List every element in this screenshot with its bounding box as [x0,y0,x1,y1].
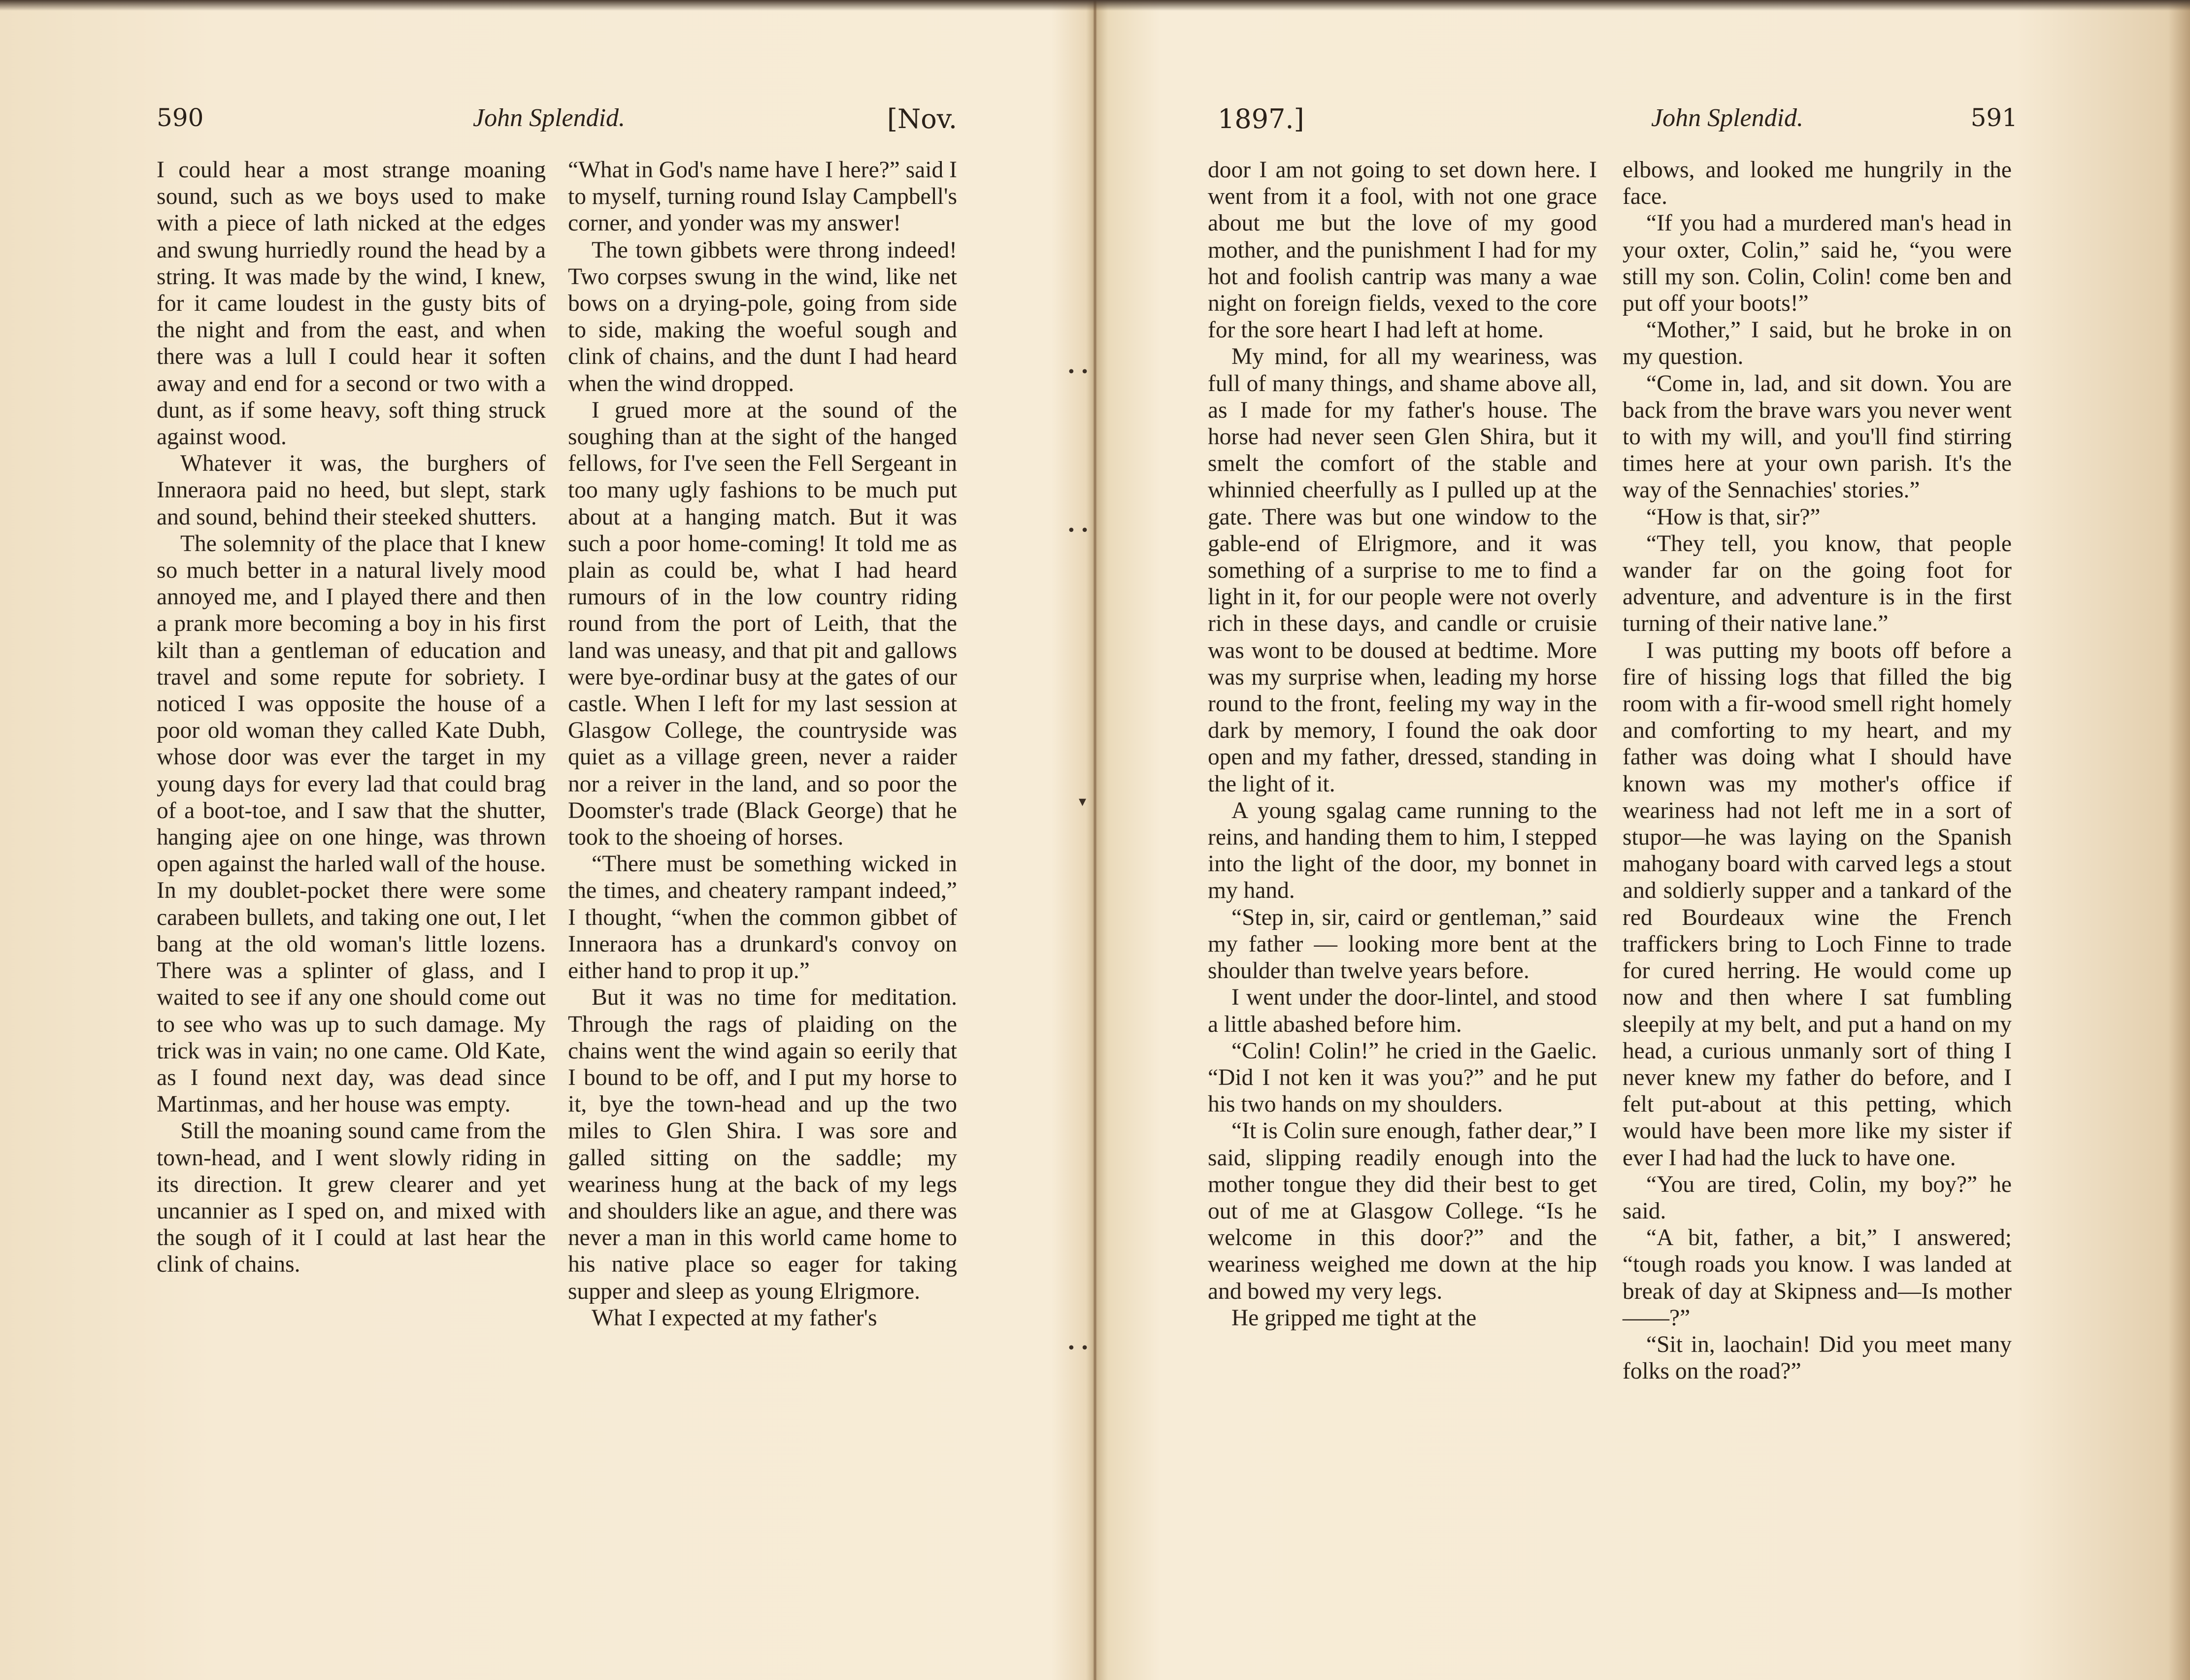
paragraph: “It is Colin sure enough, father dear,” I said, slipping readily enough into the mother tongue they did their best to get out of me at Glasgow College. “Is he welcome in this door?” and the weariness weighed me down at the hip and bowed my very legs. [1208,1118,1597,1304]
paragraph: A young sgalag came running to the reins, and handing them to him, I stepped into the light of the door, my bonnet in my hand. [1208,797,1597,904]
text-column-right-2 [1623,157,2012,1384]
running-title: John Splendid. [1651,104,1804,132]
left-page-header [157,103,957,143]
paragraph: I went under the door-lintel, and stood a little abashed before him. [1208,985,1597,1037]
page-number: 590 [157,103,204,132]
paragraph: “How is that, sir?” [1646,504,1821,530]
paragraph: I was putting my boots off before a fire of hissing logs that filled the big room with a fir-wood smell right homely and comforting to my heart, and my father was doing what I should have known was my mother's office if weariness had not left me in a sort of stupor—he was laying on the Spanish mahogany board with carved legs a stout and soldierly supper and a tankard of the red Bourdeaux wine the French traffickers bring to Loch Finne to trade for cured herring. He would come up now and then where I sat fumbling sleepily at my belt, and put a hand on my head, a curious unmanly sort of thing I never knew my father do before, and I felt put-about at this petting, which would have been more like my sister if ever I had had the luck to have one. [1623,637,2012,1171]
right-page-header [1218,103,2018,143]
date-mark: [Nov. [887,103,957,134]
paragraph: The solemnity of the place that I knew so much better in a natural lively mood annoyed me, and I played there and then a prank more becoming a boy in his first kilt than a gentleman of education and travel and some repute for sobriety. I noticed I was opposite the house of a poor old woman they called Kate Dubh, whose door was ever the target in my young days for every lad that could brag of a boot-toe, and I saw that the shutter, hanging ajee on one hinge, was thrown open against the harled wall of the house. In my doublet-pocket there were some carabeen bullets, and taking one out, I let bang at the old woman's little lozens. There was a splinter of glass, and I waited to see if any one should come out to see who was up to such damage. My trick was in vain; no one came. Old Kate, as I found next day, was dead since Martinmas, and her house was empty. [157,530,546,1118]
text-column-left-1 [157,157,546,1278]
paragraph: “Step in, sir, caird or gentleman,” said my father — looking more bent at the shoulder than twelve years before. [1208,904,1597,984]
paragraph: door I am not going to set down here. I went from it a fool, with not one grace about me but the love of my good mother, and the punishment I had for my hot and foolish cantrip was many a wae night on foreign fields, vexed to the core for the sore heart I had left at home. [1208,157,1597,343]
paragraph: Whatever it was, the burghers of Inneraora paid no heed, but slept, stark and sound, behind their steeked shutters. [157,451,546,530]
paragraph: But it was no time for meditation. Through the rags of plaiding on the chains went the wind again so eerily that I bound to be off, and I put my horse to it, bye the town-head and up the two miles to Glen Shira. I was sore and galled sitting on the saddle; my weariness hung at the back of my legs and shoulders like an ague, and there was never a man in this world came home to his native place so eager for taking supper and sleep as young Elrigmore. [568,985,957,1304]
paragraph: “They tell, you know, that people wander far on the going foot for adventure, and adventure is in the first turning of their native lane.” [1623,530,2012,637]
paragraph: “A bit, father, a bit,” I answered; “tough roads you know. I was landed at break of day at Skipness and—Is mother——?” [1623,1225,2012,1331]
paragraph: Still the moaning sound came from the town-head, and I went slowly riding in its direction. It grew clearer and yet uncannier as I sped on, and mixed with the sough of it I could at last hear the clink of chains. [157,1118,546,1278]
paragraph: My mind, for all my weariness, was full of many things, and shame above all, as I made for my father's house. The horse had never seen Glen Shira, but it smelt the comfort of the stable and whinnied cheerfully as I pulled up at the gate. There was but one window to the gable-end of Elrigmore, and it was something of a surprise to me to find a light in it, for our people were not overly rich in these days, and candle or cruisie was wont to be doused at bedtime. More was my surprise when, leading my horse round to the front, feeling my way in the dark by memory, I found the oak door open and my father, dressed, standing in the light of it. [1208,344,1597,797]
paragraph: He gripped me tight at the [1231,1305,1477,1331]
paragraph: What I expected at my father's [592,1305,877,1331]
paragraph: “What in God's name have I here?” said I to myself, turning round Islay Campbell's corner, and yonder was my answer! [568,157,957,236]
page-number: 591 [1970,103,2018,132]
running-title: John Splendid. [473,104,626,132]
paragraph: “Colin! Colin!” he cried in the Gaelic. “Did I not ken it was you?” and he put his two hands on my shoulders. [1208,1038,1597,1118]
date-mark: 1897.] [1218,103,1304,134]
paragraph: elbows, and looked me hungrily in the face. [1623,157,2012,210]
paragraph: “Sit in, laochain! Did you meet many folks on the road?” [1623,1331,2012,1384]
left-page [0,0,1089,1680]
paragraph: I could hear a most strange moaning sound, such as we boys used to make with a piece of lath nicked at the edges and swung hurriedly round the head by a string. It was made by the wind, I knew, for it came loudest in the gusty bits of the night and from the east, and when there was a lull I could hear it soften away and end for a second or two with a dunt, as if some heavy, soft thing struck against wood. [157,157,546,450]
paragraph: I grued more at the sound of the soughing than at the sight of the hanged fellows, for I've seen the Fell Sergeant in too many ugly fashions to be much put about at a hanging match. But it was such a poor home-coming! It told me as plain as could be, what I had heard rumours of in the low country riding round from the port of Leith, that the land was uneasy, and that pit and gallows were bye-ordinar busy at the gates of our castle. When I left for my last session at Glasgow College, the countryside was quiet as a village green, never a raider nor a reiver in the land, and so poor the Doomster's trade (Black George) that he took to the shoeing of horses. [568,397,957,851]
paragraph: “You are tired, Colin, my boy?” he said. [1623,1171,2012,1224]
right-page [1101,0,2190,1680]
text-column-right-1 [1208,157,1597,1331]
binding-thread-mark: • • [1067,363,1089,381]
paragraph: “There must be something wicked in the times, and cheatery rampant indeed,” I thought, “when the common gibbet of Inneraora has a drunkard's convoy on either hand to prop it up.” [568,851,957,984]
text-column-left-2 [568,157,957,1331]
paragraph: “Come in, lad, and sit down. You are back from the brave wars you never went to with my will, and you'll find stirring times here at your own parish. It's the way of the Sennachies' stories.” [1623,370,2012,503]
binding-thread-mark: ▾ [1079,793,1087,810]
paragraph: “If you had a murdered man's head in your oxter, Colin,” said he, “you were still my son. Colin, Colin! come ben and put off your boots!” [1623,210,2012,317]
paragraph: The town gibbets were throng indeed! Two corpses swung in the wind, like net bows on a drying-pole, going from side to side, making the woeful sough and clink of chains, and the dunt I had heard when the wind dropped. [568,237,957,396]
paragraph: “Mother,” I said, but he broke in on my question. [1623,317,2012,370]
binding-thread-mark: • • [1067,522,1089,539]
binding-thread-mark: • • [1067,1340,1089,1357]
